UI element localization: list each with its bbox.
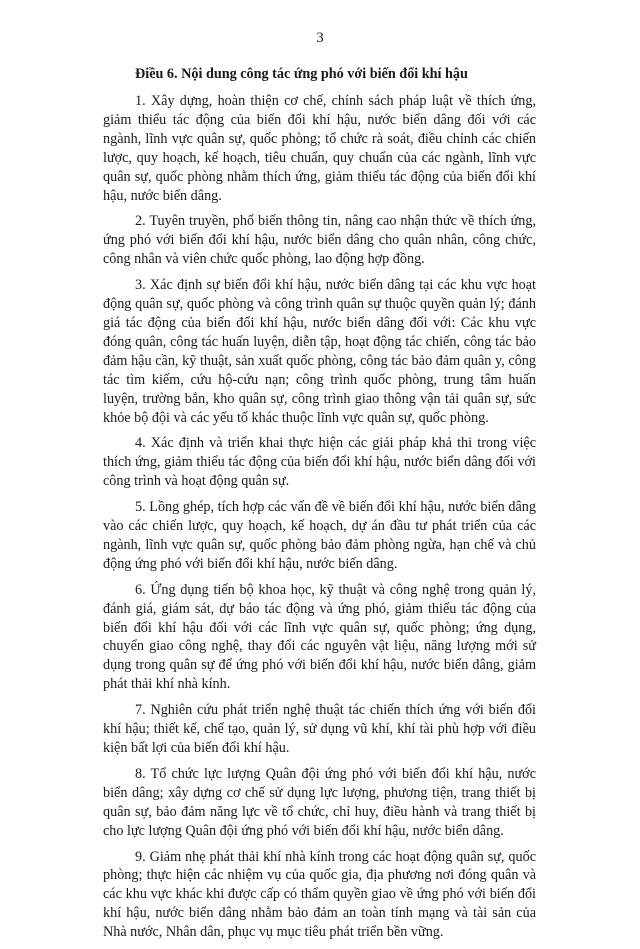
article-title: Điều 6. Nội dung công tác ứng phó với biến đổi khí hậu xyxy=(135,66,468,82)
clause-3: 3. Xác định sự biến đổi khí hậu, nước biển dâng tại các khu vực hoạt động quân sự, quốc phòng và công trình quân sự thuộc quyền quản lý; đánh giá tác động của biến đổi khí hậu, nước biển dâng đối với: Các khu vực đóng quân, công tác huấn luyện, diễn tập, hoạt động tác chiến, công tác bảo đảm hậu cần, kỹ thuật, sản xuất quốc phòng, công tác bảo đảm quân y, công tác tìm kiếm, cứu hộ-cứu nạn; công trình quốc phòng, trung tâm huấn luyện, trường bắn, kho quân sự, công trình giao thông vận tải quân sự, sức khỏe bộ đội và các yếu tố khác thuộc lĩnh vực quân sự, quốc phòng. xyxy=(103,277,536,426)
clause-4: 4. Xác định và triển khai thực hiện các giải pháp khả thi trong việc thích ứng, giảm thiểu tác động của biến đổi khí hậu, nước biển dâng đối với công trình và hoạt động quân sự. xyxy=(103,435,536,490)
clause-8: 8. Tổ chức lực lượng Quân đội ứng phó với biến đổi khí hậu, nước biển dâng; xây dựng cơ chế sử dụng lực lượng, phương tiện, trang thiết bị quân sự, bảo đảm năng lực về tổ chức, chỉ huy, điều hành và trang thiết bị cho lực lượng Quân đội ứng phó với biến đổi khí hậu, nước biển dâng. xyxy=(103,765,536,839)
clause-1: 1. Xây dựng, hoàn thiện cơ chế, chính sách pháp luật về thích ứng, giảm thiểu tác động của biến đổi khí hậu, nước biển dâng đối với các ngành, lĩnh vực quân sự, quốc phòng; tổ chức rà soát, điều chỉnh các chiến lược, quy hoạch, kế hoạch, tiêu chuẩn, quy chuẩn của các ngành, lĩnh vực quân sự, quốc phòng nhằm thích ứng, giảm thiểu tác động của biến đổi khí hậu, nước biển dâng. xyxy=(103,93,536,204)
article-content xyxy=(103,64,536,949)
clause-6: 6. Ứng dụng tiến bộ khoa học, kỹ thuật và công nghệ trong quản lý, đánh giá, giám sát, dự báo tác động và ứng phó, giảm thiểu tác động của biến đổi khí hậu đối với các lĩnh vực quân sự, quốc phòng; ứng dụng, chuyển giao công nghệ, thay đổi các nguyên vật liệu, năng lượng mới sử dụng trong quân sự để ứng phó với biến đổi khí hậu, nước biển dâng, giảm phát thải khí nhà kính. xyxy=(103,581,536,693)
clause-9: 9. Giảm nhẹ phát thải khí nhà kính trong các hoạt động quân sự, quốc phòng; thực hiện các nhiệm vụ của quốc gia, địa phương nơi đóng quân và các khu vực khác khi được cấp có thẩm quyền giao về ứng phó với biến đổi khí hậu, nước biển dâng nhằm bảo đảm an toàn tính mạng và tài sản của Nhà nước, Nhân dân, phục vụ mục tiêu phát triển bền vững. xyxy=(103,848,536,941)
clause-7: 7. Nghiên cứu phát triển nghệ thuật tác chiến thích ứng với biến đổi khí hậu; thiết kế, chế tạo, quản lý, sử dụng vũ khí, khí tài phù hợp với điều kiện bất lợi của biến đổi khí hậu. xyxy=(103,702,536,756)
page-number: 3 xyxy=(316,30,324,46)
clause-5: 5. Lồng ghép, tích hợp các vấn đề về biến đổi khí hậu, nước biển dâng vào các chiến lược, quy hoạch, kế hoạch, dự án đầu tư phát triển của các ngành, lĩnh vực quân sự, quốc phòng bảo đảm phòng ngừa, hạn chế và chủ động ứng phó với biến đổi khí hậu, nước biển dâng. xyxy=(103,499,536,572)
clause-2: 2. Tuyên truyền, phổ biến thông tin, nâng cao nhận thức về thích ứng, ứng phó với biến đổi khí hậu, nước biển dâng cho quân nhân, công chức, công nhân và viên chức quốc phòng, lao động hợp đồng. xyxy=(103,213,536,268)
